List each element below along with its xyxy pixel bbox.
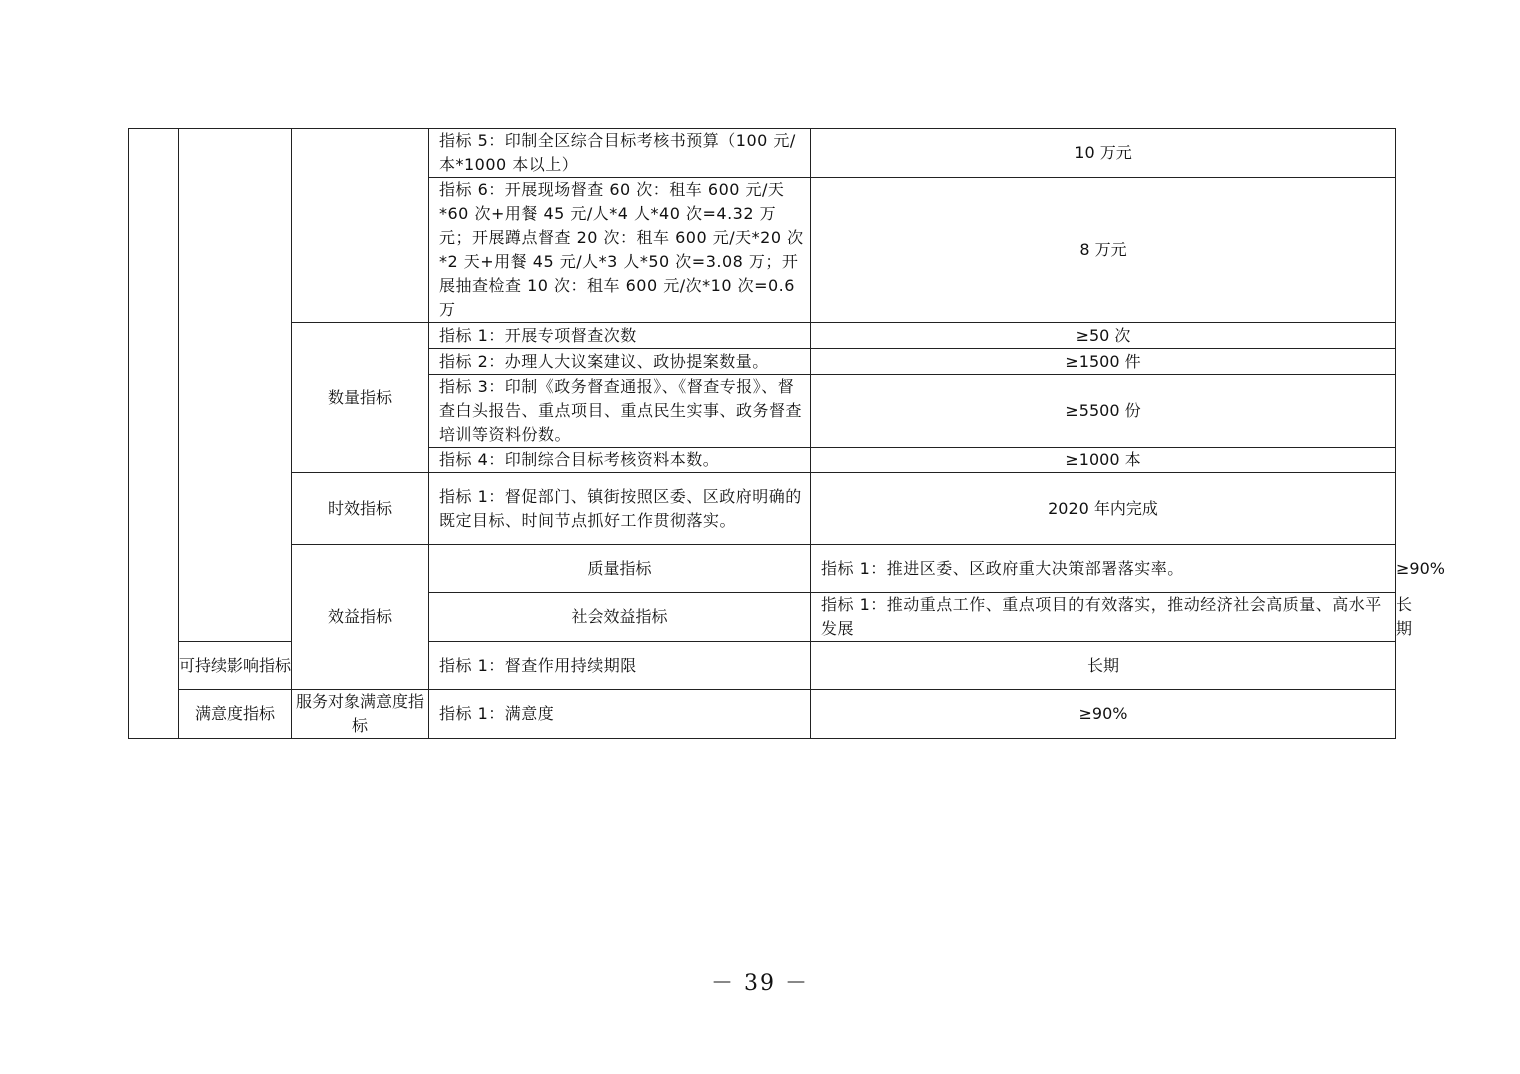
level2-label-sustainable: 可持续影响指标 xyxy=(179,642,292,690)
table-row xyxy=(129,129,1396,178)
indicator-value: ≥1000 本 xyxy=(811,448,1396,473)
indicator-value: ≥90% xyxy=(811,690,1396,739)
level2-label-quality: 质量指标 xyxy=(429,545,811,593)
indicator-text: 指标 6：开展现场督查 60 次：租车 600 元/天*60 次+用餐 45 元/人*4 人*40 次=4.32 万元；开展蹲点督查 20 次：租车 600 元/天*20 次*2 天+用餐 45 元/人*3 人*50 次=3.08 万；开展抽查检查 10 次：租车 600 元/次*10 次=0.6 万 xyxy=(429,178,811,323)
table-row: 社会效益指标 指标 1：推动重点工作、重点项目的有效落实，推动经济社会高质量、高水平发展 长期 xyxy=(129,593,1396,642)
level1-label-benefit: 效益指标 xyxy=(292,545,429,690)
level1-cell-continued xyxy=(179,129,292,642)
indicator-text: 指标 1：推动重点工作、重点项目的有效落实，推动经济社会高质量、高水平发展 xyxy=(811,593,1396,642)
table-row xyxy=(129,323,1396,349)
indicator-text: 指标 2：办理人大议案建议、政协提案数量。 xyxy=(429,349,811,375)
indicator-text: 指标 5：印制全区综合目标考核书预算（100 元/本*1000 本以上） xyxy=(429,129,811,178)
indicator-text: 指标 1：满意度 xyxy=(429,690,811,739)
indicator-text: 指标 4：印制综合目标考核资料本数。 xyxy=(429,448,811,473)
table-row: 效益指标 质量指标 指标 1：推进区委、区政府重大决策部署落实率。 ≥90% xyxy=(129,545,1396,593)
level2-label-service: 服务对象满意度指标 xyxy=(292,690,429,739)
indicator-value: 2020 年内完成 xyxy=(811,473,1396,545)
level2-label-quantity: 数量指标 xyxy=(292,323,429,473)
page-number: － 39 － xyxy=(711,971,809,996)
indicator-value: ≥50 次 xyxy=(811,323,1396,349)
indicator-value: 10 万元 xyxy=(811,129,1396,178)
level1-label-satisfaction: 满意度指标 xyxy=(179,690,292,739)
level2-label-social: 社会效益指标 xyxy=(429,593,811,642)
indicator-value: ≥5500 份 xyxy=(811,375,1396,448)
performance-indicator-table xyxy=(128,128,1445,739)
indicator-text: 指标 1：开展专项督查次数 xyxy=(429,323,811,349)
table-row xyxy=(129,473,1396,545)
table-row xyxy=(129,690,1396,739)
indicator-text: 指标 1：推进区委、区政府重大决策部署落实率。 xyxy=(811,545,1396,593)
level2-cell-continued xyxy=(292,129,429,323)
indicator-value: ≥1500 件 xyxy=(811,349,1396,375)
indicator-text: 指标 1：督促部门、镇街按照区委、区政府明确的既定目标、时间节点抓好工作贯彻落实。 xyxy=(429,473,811,545)
indicator-text: 指标 3：印制《政务督查通报》、《督查专报》、督查白头报告、重点项目、重点民生实事、政务督查培训等资料份数。 xyxy=(429,375,811,448)
level2-label-timeliness: 时效指标 xyxy=(292,473,429,545)
indicator-value: 8 万元 xyxy=(811,178,1396,323)
level0-cell xyxy=(129,129,179,739)
indicator-text: 指标 1：督查作用持续期限 xyxy=(429,642,811,690)
indicator-value: 长期 xyxy=(811,642,1396,690)
